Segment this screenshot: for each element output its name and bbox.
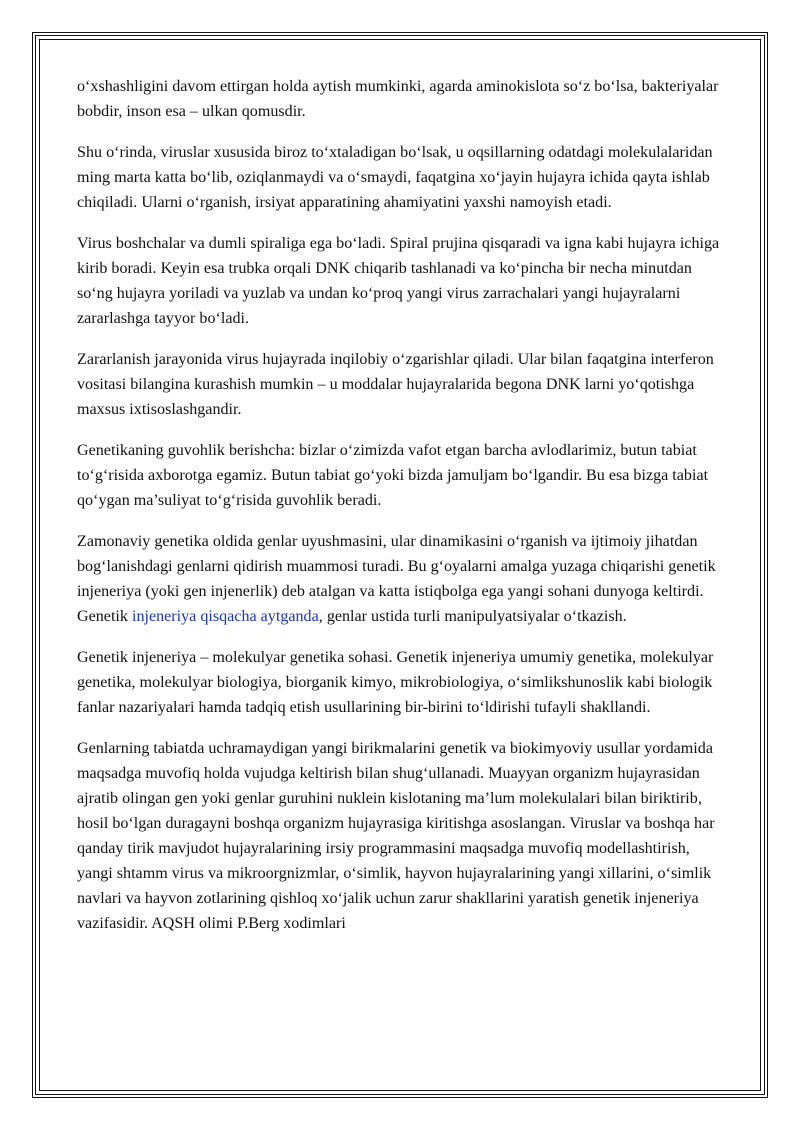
paragraph-3: Virus boshchalar va dumli spiraliga ega bo‘ladi. Spiral prujina qisqaradi va igna kabi hujayra ichiga kirib boradi. Keyin esa trubka orqali DNK chiqarib tashlanadi va ko‘pincha bir necha minutdan so‘ng hujayra yoriladi va yuzlab va undan ko‘proq yangi virus zarrachalari yangi hujayralarni zararlashga tayyor bo‘ladi. [77,235,720,327]
genetic-engineering-link[interactable]: injeneriya qisqacha aytganda [131,608,319,625]
paragraph-6-text-after: , genlar ustida turli manipulyatsiyalar o‘tkazish. [318,608,627,625]
paragraph-5: Genetikaning guvohlik berishcha: bizlar o‘zimizda vafot etgan barcha avlodlarimiz, butun tabiat to‘g‘risida axborotga egamiz. Butun tabiat go‘yoki bizda jamuljam bo‘lgandir. Bu esa bizga tabiat qo‘ygan ma’suliyat to‘g‘risida guvohlik beradi. [77,442,709,509]
paragraph-4: Zararlanish jarayonida virus hujayrada inqilobiy o‘zgarishlar qiladi. Ular bilan faqatgina interferon vositasi bilangina kurashish mumkin – u moddalar hujayralarida begona DNK larni yo‘qotishga maxsus ixtisoslashgandir. [77,351,714,418]
paragraph-8: Genlarning tabiatda uchramaydigan yangi birikmalarini genetik va biokimyoviy usullar yordamida maqsadga muvofiq holda vujudga keltirish bilan shug‘ullanadi. Muayyan organizm hujayrasidan ajratib olingan gen yoki genlar guruhini nuklein kislotaning ma’lum molekulalari bilan biriktirib, hosil bo‘lgan duragayni boshqa organizm hujayrasiga kiritishga asoslangan. Viruslar va boshqa har qanday tirik mavjudot hujayralarining irsiy programmasini maqsadga muvofiq modellashtirish, yangi shtamm virus va mikroorgnizmlar, o‘simlik, hayvon hujayralarining yangi xillarini, o‘simlik navlari va hayvon zotlarining qishloq xo‘jalik uchun zarur shakllarini yaratish genetik injeneriya vazifasidir. AQSH olimi P.Berg xodimlari [77,740,715,932]
paragraph-7: Genetik injeneriya – molekulyar genetika sohasi. Genetik injeneriya umumiy genetika, molekulyar genetika, molekulyar biologiya, biorganik kimyo, mikrobiologiya, o‘simlikshunoslik kabi biologik fanlar nazariyalari hamda tadqiq etish usullarining bir-birini to‘ldirishi tufayli shakllandi. [77,649,714,716]
paragraph-6 [77,529,727,629]
paragraph-2: Shu o‘rinda, viruslar xususida biroz to‘xtaladigan bo‘lsak, u oqsillarning odatdagi molekulalaridan ming marta katta bo‘lib, oziqlanmaydi va o‘smaydi, faqatgina xo‘jayin hujayra ichida qayta ishlab chiqiladi. Ularni o‘rganish, irsiyat apparatining ahamiyatini yaxshi namoyish etadi. [77,144,713,211]
document-body [77,74,727,952]
paragraph-1: o‘xshashligini davom ettirgan holda aytish mumkinki, agarda aminokislota so‘z bo‘lsa, bakteriyalar bobdir, inson esa – ulkan qomusdir. [77,78,719,120]
paragraph-6-text-before: Zamonaviy genetika oldida genlar uyushmasini, ular dinamikasini o‘rganish va ijtimoiy jihatdan bog‘lanishdagi genlarni qidirish muammosi turadi. Bu g‘oyalarni amalga yuzaga chiqarishi genetik injeneriya (yoki gen injenerlik) deb atalgan va katta istiqbolga ega yangi sohani dunyoga keltirdi. Genetik [77,533,716,625]
